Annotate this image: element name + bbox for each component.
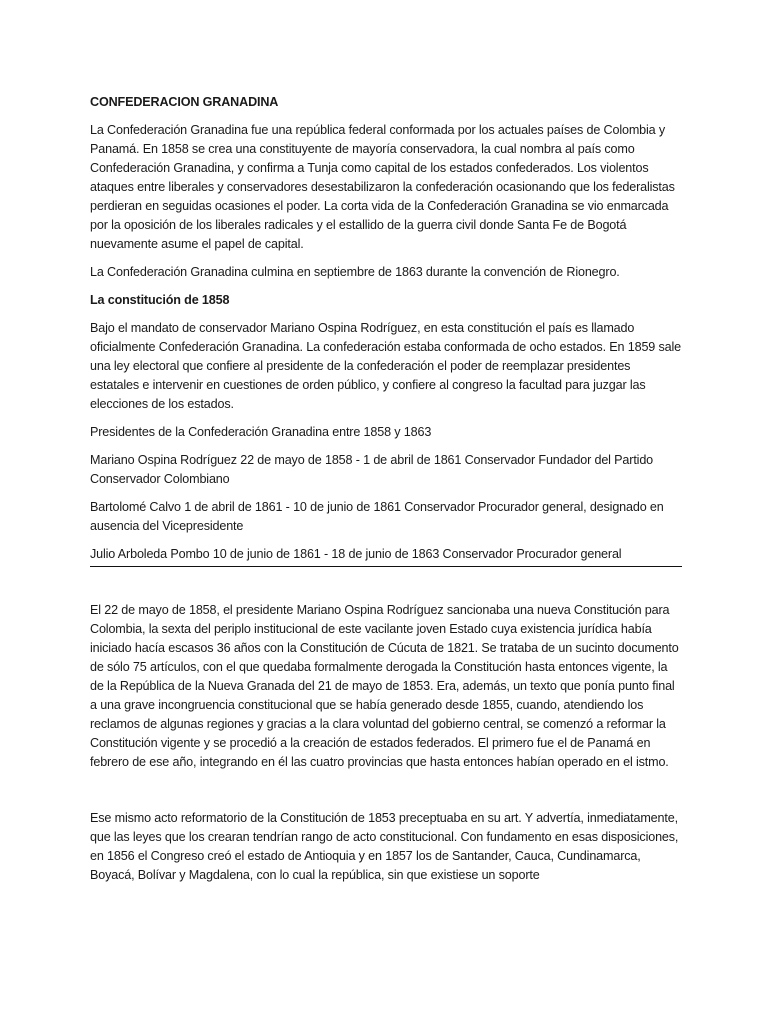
intro-paragraph: La Confederación Granadina fue una república federal conformada por los actuales países de Colombia y Panamá. En 1858 se crea una constituyente de mayoría conservadora, la cual nombra al país como Confederación Granadina, y confirma a Tunja como capital de los estados confederados. Los violentos ataques entre liberales y conservadores desestabilizaron la confederación ocasionando que los federalistas perdieran en seguidas ocasiones el poder. La corta vida de la Confederación Granadina se vio enmarcada por la oposición de los liberales radicales y el estallido de la guerra civil donde Santa Fe de Bogotá nuevamente asume el papel de capital.: [90, 123, 675, 251]
president-entry: Julio Arboleda Pombo 10 de junio de 1861 - 18 de junio de 1863 Conservador Procurador general: [90, 545, 682, 567]
president-entry: Bartolomé Calvo 1 de abril de 1861 - 10 de junio de 1861 Conservador Procurador general, designado en ausencia del Vicepresidente: [90, 500, 664, 533]
president-entry: Mariano Ospina Rodríguez 22 de mayo de 1858 - 1 de abril de 1861 Conservador Fundador del Partido Conservador Colombiano: [90, 453, 654, 486]
end-paragraph: La Confederación Granadina culmina en septiembre de 1863 durante la convención de Rionegro.: [90, 265, 620, 279]
constitution-paragraph: Bajo el mandato de conservador Mariano Ospina Rodríguez, en esta constitución el país es llamado oficialmente Confederación Granadina. La confederación estaba conformada de ocho estados. En 1859 sale una ley electoral que confiere al presidente de la confederación el poder de reemplazar presidentes estatales e intervenir en cuestiones de orden público, y confiere al congreso la facultad para juzgar las elecciones de los estados.: [90, 321, 682, 411]
reform-paragraph: Ese mismo acto reformatorio de la Constitución de 1853 preceptuaba en su art. Y advertía, inmediatamente, que las leyes que los crearan tendrían rango de acto constitucional. Con fundamento en esas disposiciones, en 1856 el Congreso creó el estado de Antioquia y en 1857 los de Santander, Cauca, Cundinamarca, Boyacá, Bolívar y Magdalena, con lo cual la república, sin que existiese un soporte: [90, 811, 679, 882]
section-spacer: [90, 781, 682, 809]
document-page: [90, 93, 682, 894]
document-title: CONFEDERACION GRANADINA: [90, 95, 279, 109]
section-spacer: [90, 567, 682, 601]
constitution-heading: La constitución de 1858: [90, 293, 230, 307]
presidents-heading: Presidentes de la Confederación Granadina entre 1858 y 1863: [90, 425, 432, 439]
history-paragraph: El 22 de mayo de 1858, el presidente Mariano Ospina Rodríguez sancionaba una nueva Constitución para Colombia, la sexta del periplo institucional de este vacilante joven Estado cuya existencia jurídica había iniciado hacía escasos 36 años con la Constitución de Cúcuta de 1821. Se trataba de un sucinto documento de sólo 75 artículos, con el que quedaba formalmente derogada la Constitución hasta entonces vigente, la de la República de la Nueva Granada del 21 de mayo de 1853. Era, además, un texto que ponía punto final a una grave incongruencia constitucional que se había generado desde 1855, cuando, atendiendo los reclamos de algunas regiones y gracias a la clara voluntad del gobierno central, se comenzó a reformar la Constitución vigente y se procedió a la creación de estados federados. El primero fue el de Panamá en febrero de ese año, integrando en él las cuatro provincias que hasta entonces habían operado en el istmo.: [90, 603, 679, 769]
